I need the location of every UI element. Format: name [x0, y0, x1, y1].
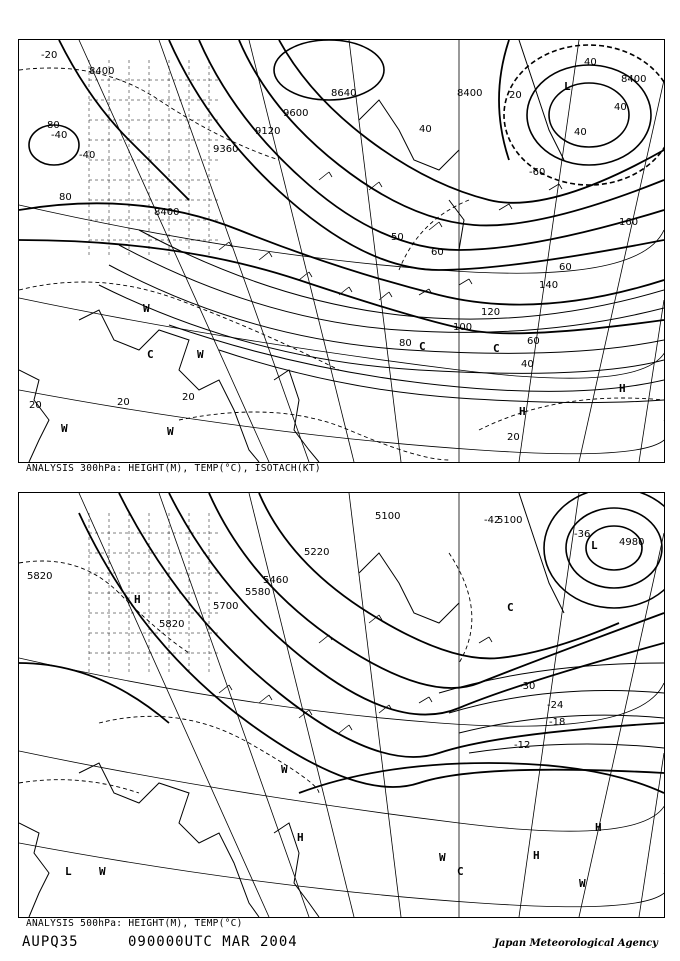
- pressure-center: C: [147, 348, 154, 361]
- pressure-center: H: [519, 405, 526, 418]
- isotach-label: 20: [509, 90, 522, 101]
- isotach-label: 40: [574, 127, 587, 138]
- panel-caption-500hpa: ANALYSIS 500hPa: HEIGHT(M), TEMP(°C): [26, 918, 243, 929]
- isotach-label: 140: [539, 280, 559, 291]
- height-label: 5220: [304, 547, 330, 558]
- isotach-label: 160: [619, 217, 639, 228]
- height-label: 5580: [245, 587, 271, 598]
- pressure-center: C: [457, 865, 464, 878]
- height-label: 5460: [263, 575, 289, 586]
- pressure-center: W: [167, 425, 174, 438]
- pressure-center: C: [419, 340, 426, 353]
- isotach-label: 80: [399, 338, 412, 349]
- height-label: 8640: [331, 88, 357, 99]
- chart-id: AUPQ35: [22, 934, 79, 950]
- isotach-label: 60: [559, 262, 572, 273]
- pressure-center: W: [197, 348, 204, 361]
- temp-label: -12: [514, 740, 531, 751]
- agency-name: Japan Meteorological Agency: [494, 938, 658, 949]
- pressure-center: H: [619, 382, 626, 395]
- isotach-label: 20: [182, 392, 195, 403]
- height-label: 9600: [283, 108, 309, 119]
- temp-label: -24: [547, 700, 564, 711]
- pressure-center: H: [134, 593, 141, 606]
- temp-label: -36: [574, 529, 591, 540]
- height-label: 8400: [457, 88, 483, 99]
- temp-label: -30: [519, 681, 536, 692]
- valid-time: 090000UTC MAR 2004: [128, 934, 298, 950]
- height-label: 8400: [621, 74, 647, 85]
- height-label: 5100: [497, 515, 523, 526]
- temp-label: -20: [41, 50, 58, 61]
- height-label: 8400: [154, 207, 180, 218]
- isotach-label: 40: [419, 124, 432, 135]
- isotach-label: 40: [521, 359, 534, 370]
- pressure-center: H: [297, 831, 304, 844]
- map-500hpa-panel: [18, 492, 665, 918]
- low-pressure-rings: [544, 493, 664, 608]
- isotach-label: 20: [507, 432, 520, 443]
- isotach-label: 40: [584, 57, 597, 68]
- latitude-arcs: [19, 658, 664, 907]
- pressure-center: C: [507, 601, 514, 614]
- pressure-center: W: [99, 865, 106, 878]
- coastlines: [19, 40, 564, 462]
- height-label: 8400: [89, 66, 115, 77]
- height-label: 5100: [375, 511, 401, 522]
- temp-label: -18: [549, 717, 566, 728]
- height-label: 9360: [213, 144, 239, 155]
- pressure-center: L: [564, 80, 571, 93]
- pressure-center: W: [281, 763, 288, 776]
- pressure-center: L: [591, 539, 598, 552]
- pressure-center: W: [143, 302, 150, 315]
- height-label: 4980: [619, 537, 645, 548]
- map-300hpa-panel: [18, 39, 665, 463]
- pressure-center: L: [65, 865, 72, 878]
- temp-label: -40: [79, 150, 96, 161]
- map-300hpa-canvas: [19, 40, 664, 462]
- isotach-label: 80: [47, 120, 60, 131]
- isotach-label: 60: [431, 247, 444, 258]
- hatched-grid-region: [89, 513, 219, 673]
- pressure-center: W: [61, 422, 68, 435]
- height-label: 9120: [255, 126, 281, 137]
- isotach-label: 20: [29, 400, 42, 411]
- isotach-label: 120: [481, 307, 501, 318]
- hatched-grid-region: [89, 60, 219, 255]
- isotach-label: 50: [391, 232, 404, 243]
- meridian-lines: [79, 493, 664, 917]
- temp-label: -42: [484, 515, 501, 526]
- pressure-center: W: [439, 851, 446, 864]
- pressure-center: H: [533, 849, 540, 862]
- height-label: 5700: [213, 601, 239, 612]
- pressure-center: H: [595, 821, 602, 834]
- temp-label: -40: [51, 130, 68, 141]
- pressure-center: W: [579, 877, 586, 890]
- isotach-label: 40: [614, 102, 627, 113]
- latitude-arcs: [19, 205, 664, 454]
- height-label: 5820: [27, 571, 53, 582]
- height-label: 5820: [159, 619, 185, 630]
- isotach-label: 100: [453, 322, 473, 333]
- map-500hpa-canvas: [19, 493, 664, 917]
- temp-label: -60: [529, 167, 546, 178]
- isotach-label: 60: [527, 336, 540, 347]
- isotach-label: 80: [59, 192, 72, 203]
- panel-caption-300hpa: ANALYSIS 300hPa: HEIGHT(M), TEMP(°C), ISOTACH(KT): [26, 463, 321, 474]
- isotach-label: 20: [117, 397, 130, 408]
- pressure-center: C: [493, 342, 500, 355]
- meridian-lines: [79, 40, 664, 462]
